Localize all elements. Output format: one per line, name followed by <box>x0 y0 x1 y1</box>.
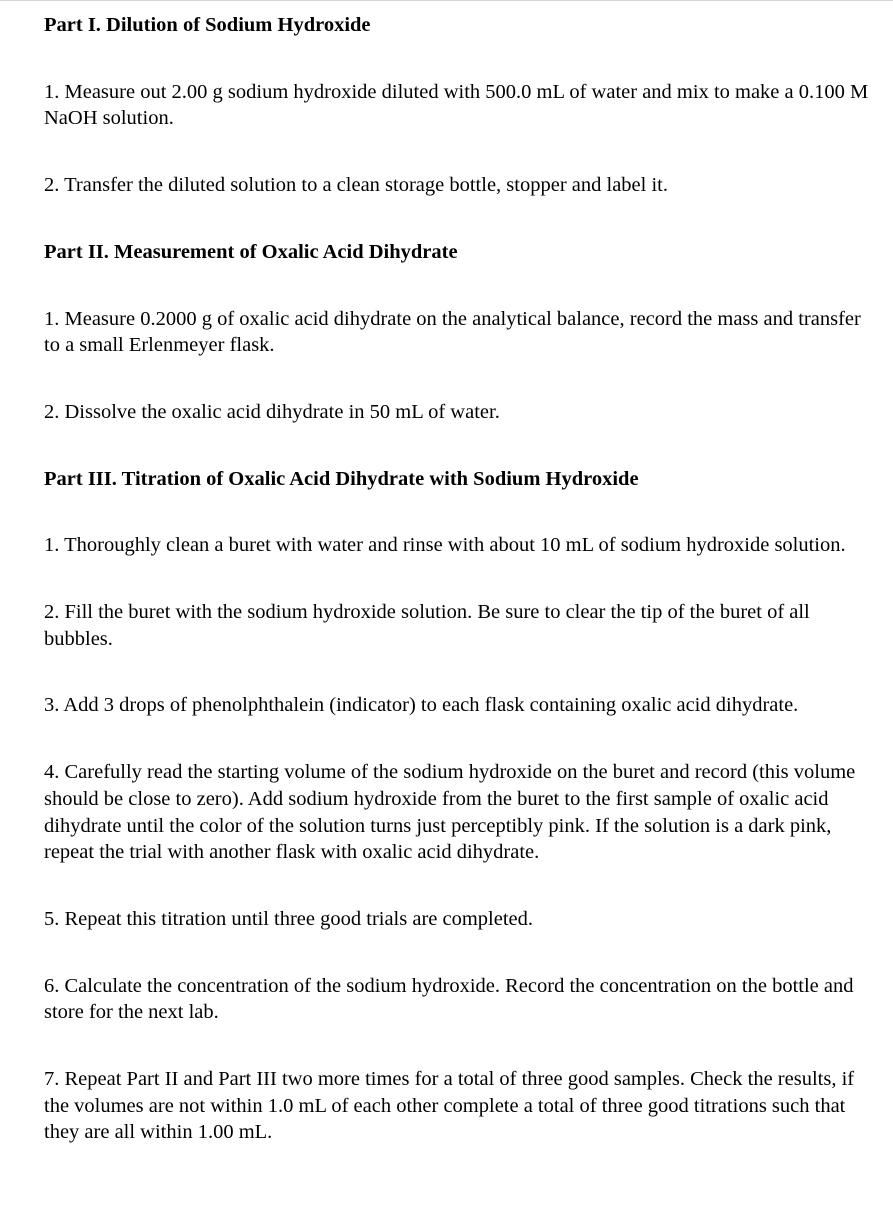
part-3-step-7: 7. Repeat Part II and Part III two more times for a total of three good samples. Check the results, if the volumes are not within 1.0 mL of each other complete a total of three good titrations such that they are all within 1.00 mL. <box>44 1068 855 1144</box>
spacer <box>44 866 872 906</box>
spacer <box>44 719 872 759</box>
spacer <box>44 559 872 599</box>
part-2-step-1: 1. Measure 0.2000 g of oxalic acid dihydrate on the analytical balance, record the mass and transfer to a small Erlenmeyer flask. <box>44 307 861 357</box>
part-3-step-6: 6. Calculate the concentration of the sodium hydroxide. Record the concentration on the bottle and store for the next lab. <box>44 974 854 1024</box>
part-3-step-4: 4. Carefully read the starting volume of the sodium hydroxide on the buret and record (this volume should be close to zero). Add sodium hydroxide from the buret to the first sample of oxalic acid dihydrate until the color of the solution turns just perceptibly pink. If the solution is a dark pink, repeat the trial with another flask with oxalic acid dihydrate. <box>44 761 856 864</box>
spacer <box>44 1026 872 1066</box>
part-3-step-3: 3. Add 3 drops of phenolphthalein (indicator) to each flask containing oxalic acid dihydrate. <box>44 694 799 717</box>
top-divider <box>0 0 893 1</box>
part-1-step-1: 1. Measure out 2.00 g sodium hydroxide diluted with 500.0 mL of water and mix to make a 0.100 M NaOH solution. <box>44 80 869 130</box>
spacer <box>44 359 872 399</box>
spacer <box>44 132 872 172</box>
part-3-step-2: 2. Fill the buret with the sodium hydroxide solution. Be sure to clear the tip of the buret of all bubbles. <box>44 601 810 650</box>
spacer <box>44 266 872 306</box>
spacer <box>44 199 872 239</box>
part-3-heading: Part III. Titration of Oxalic Acid Dihydrate with Sodium Hydroxide <box>44 467 639 490</box>
lab-procedure-document <box>44 12 872 1146</box>
part-3-step-1: 1. Thoroughly clean a buret with water and rinse with about 10 mL of sodium hydroxide solution. <box>44 534 846 557</box>
spacer <box>44 492 872 532</box>
spacer <box>44 39 872 79</box>
part-2-heading: Part II. Measurement of Oxalic Acid Dihydrate <box>44 240 458 263</box>
part-3-step-5: 5. Repeat this titration until three good trials are completed. <box>44 907 534 930</box>
spacer <box>44 426 872 466</box>
part-1-step-2: 2. Transfer the diluted solution to a clean storage bottle, stopper and label it. <box>44 174 668 197</box>
part-1-heading: Part I. Dilution of Sodium Hydroxide <box>44 14 371 36</box>
part-2-step-2: 2. Dissolve the oxalic acid dihydrate in 50 mL of water. <box>44 400 500 423</box>
spacer <box>44 652 872 692</box>
spacer <box>44 933 872 973</box>
